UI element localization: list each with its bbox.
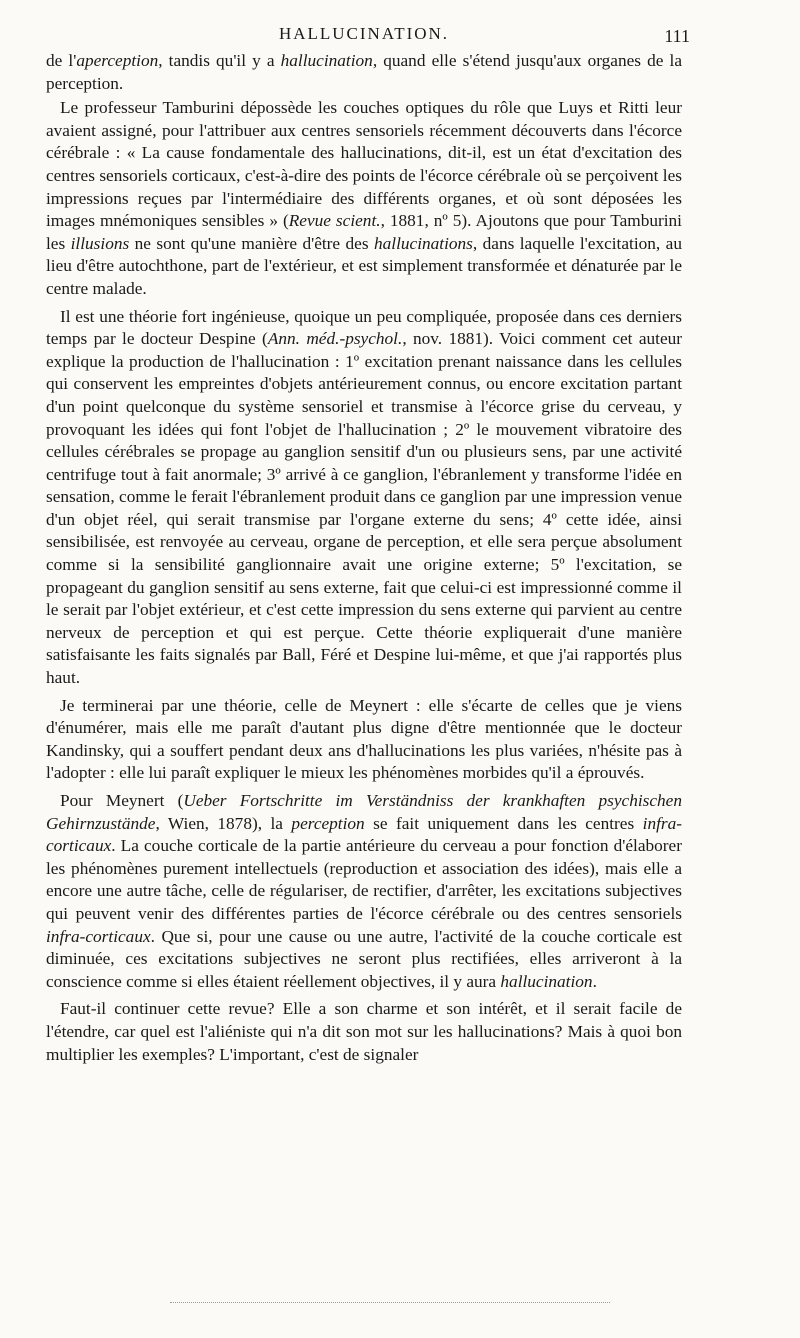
text-run: Il est une théorie fort ingénieuse, quoique un peu compliquée, proposée dans ces derniers temps par le docteur Despine (	[46, 306, 682, 349]
italic-text: Revue scient.	[288, 211, 381, 231]
text-run: . La couche corticale de la partie antérieure du cerveau a pour fonction d'élaborer les phénomènes purement intellectuels (reproduction et association des idées), mais elle a encore une autre tâche, celle de régulariser, de rectifier, d'arrêter, les excitations subjectives qui peuvent venir des différentes parties de l'écorce cérébrale ou des centres sensoriels	[46, 836, 682, 923]
paragraph	[46, 306, 682, 690]
italic-text: illusions	[70, 233, 130, 253]
italic-text: perception	[291, 813, 365, 833]
running-title: HALLUCINATION.	[278, 24, 450, 43]
text-run: , nov. 1881). Voici comment cet auteur explique la production de l'hallucination : 1º excitation prenant naissance dans les cellules qui conservent les empreintes d'objets antérieurement connus, ou encore excitation partant d'un point quelconque du système sensoriel et transmise à l'écorce grise du cerveau, y provoquant les idées qui font l'objet de l'hallucination ; 2º le mouvement vibratoire des cellules cérébrales se propage au ganglion sensitif d'un ou plusieurs sens, par une activité centrifuge tout à fait anormale; 3º arrivé à ce ganglion, l'ébranlement y transforme l'idée en sensation, comme le ferait l'ébranlement produit dans ce ganglion par une impression venue d'un objet réel, qui serait transmise par l'organe externe du sens; 4º cette idée, ainsi sensibilisée, est renvoyée au cerveau, organe de perception, et elle sera perçue absolument comme si la sensibilité ganglionnaire avait une origine externe; 5º l'excitation, se propageant du ganglion sensitif au sens externe, fait que celui-ci est impressionné comme il le serait par l'objet extérieur, et c'est cette impression du sens externe qui parvient au centre nerveux de perception et qui est perçue. Cette théorie expliquerait d'une manière satisfaisante les faits signalés par Ball, Féré et Despine lui-même, et que j'ai rapportés plus haut.	[46, 329, 683, 688]
book-page	[46, 22, 690, 1066]
italic-text: hallucinations	[374, 233, 473, 253]
paragraph	[46, 50, 682, 95]
text-run: , 1881, nº 5). Ajoutons que pour Tamburini les	[46, 211, 682, 253]
text-run: , dans laquelle l'excitation, au lieu d'être autochthone, part de l'extérieur, et est simplement transformée et dénaturée par le centre malade.	[46, 233, 682, 298]
text-run: , Wien, 1878), la	[155, 813, 292, 833]
italic-text: aperception	[76, 51, 159, 70]
text-run: de l'	[46, 51, 77, 70]
paragraph	[46, 790, 682, 993]
text-run: . Que si, pour une cause ou une autre, l'activité de la couche corticale est diminuée, ces excitations subjectives ne seront plus rectifiées, elles arriveront à la conscience comme si elles étaient réellement objectives, il y aura	[46, 926, 682, 991]
text-run: ne sont qu'une manière d'être des	[129, 233, 374, 253]
text-run: Je terminerai par une théorie, celle de Meynert : elle s'écarte de celles que je viens d'énumérer, mais elle me paraît d'autant plus digne d'être mentionnée que le docteur Kandinsky, qui a souffert pendant deux ans d'hallucinations les plus variées, n'hésite pas à l'adopter : elle lui paraît expliquer le mieux les phénomènes morbides qu'il a éprouvés.	[46, 695, 682, 783]
paragraph	[46, 998, 682, 1066]
text-run: , tandis qu'il y a	[158, 51, 281, 70]
footer-rule	[170, 1302, 610, 1303]
italic-text: hallucination	[280, 51, 373, 70]
body-text	[46, 50, 682, 1066]
italic-text: Ann. méd.-psychol.	[267, 329, 403, 349]
running-head	[46, 22, 690, 50]
text-run: Faut-il continuer cette revue? Elle a son charme et son intérêt, et il serait facile de l'étendre, car quel est l'aliéniste qui n'a dit son mot sur les hallucinations? Mais à quoi bon multiplier les exemples? L'important, c'est de signaler	[46, 999, 682, 1064]
italic-text: infra-corticaux	[46, 926, 151, 946]
text-run: Le professeur Tamburini dépossède les couches optiques du rôle que Luys et Ritti leur avaient assigné, pour l'attribuer aux centres sensoriels récemment découverts dans l'écorce cérébrale : « La cause fondamentale des hallucinations, dit-il, est un état d'excitation des centres sensoriels corticaux, c'est-à-dire des points de l'écorce cérébrale où se perçoivent les impressions reçues par l'intermédiaire des différents organes, et où sont déposées les images mnémoniques sensibles » (	[46, 98, 682, 231]
italic-text: infra-corticaux	[46, 813, 683, 856]
paragraph	[46, 695, 682, 785]
page-number: 111	[664, 26, 690, 46]
text-run: .	[592, 971, 597, 991]
italic-text: hallucination	[500, 971, 593, 991]
text-run: se fait uniquement dans les centres	[364, 813, 643, 833]
text-run: , quand elle s'étend jusqu'aux organes de la perception.	[46, 51, 682, 93]
italic-text: Ueber Fortschritte im Verständniss der krankhaften psychischen Gehirnzustände	[46, 791, 682, 833]
paragraph	[46, 97, 682, 300]
text-run: Pour Meynert (	[60, 791, 184, 810]
